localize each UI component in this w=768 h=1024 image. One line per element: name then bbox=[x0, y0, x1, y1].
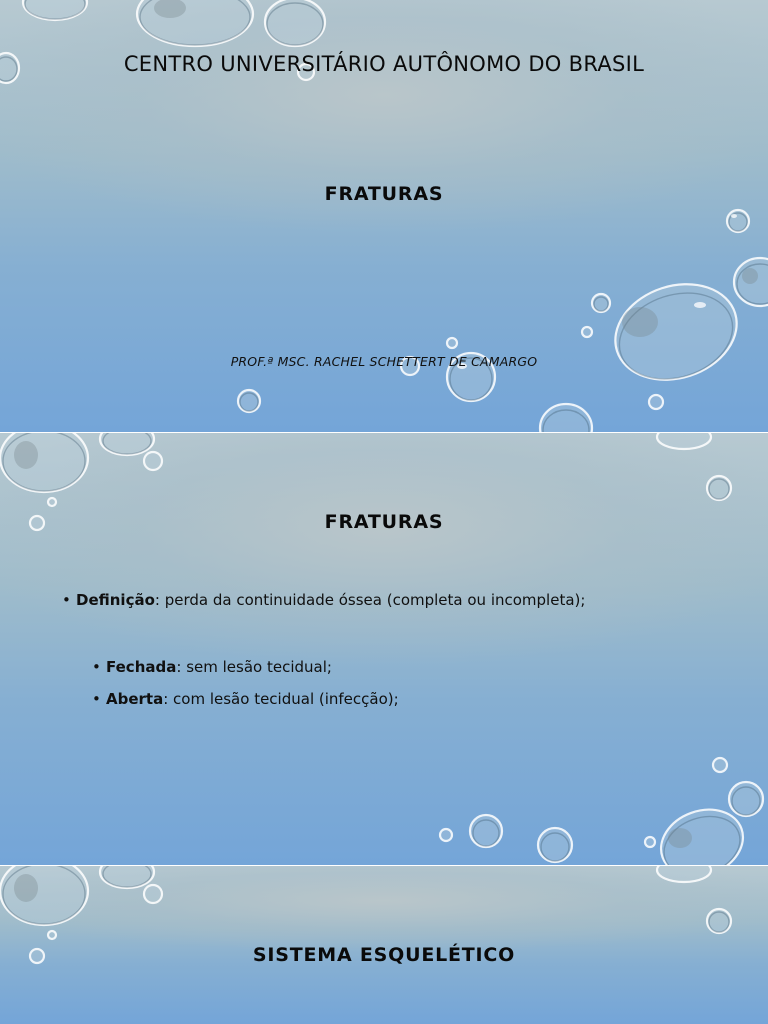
droplet-icon bbox=[657, 866, 711, 882]
bullet-open bbox=[92, 690, 399, 708]
droplet-icon bbox=[707, 476, 731, 500]
droplet-icon bbox=[137, 0, 253, 46]
droplet-icon bbox=[100, 433, 154, 455]
bullet-closed bbox=[92, 658, 332, 676]
droplet-icon bbox=[729, 782, 763, 816]
slide-title bbox=[0, 0, 768, 432]
bullet-text: : perda da continuidade óssea (completa ou incompleta); bbox=[154, 591, 586, 609]
slide-skeletal-system bbox=[0, 866, 768, 1024]
slide-definition bbox=[0, 433, 768, 865]
droplet-icon bbox=[727, 210, 749, 232]
bullet-term: Fechada bbox=[106, 658, 177, 676]
droplet-icon bbox=[603, 269, 749, 395]
slide-heading: SISTEMA ESQUELÉTICO bbox=[252, 944, 516, 966]
bullet-definition bbox=[62, 591, 585, 609]
droplet-icon bbox=[540, 404, 592, 432]
droplet-icon bbox=[0, 866, 88, 925]
author-name: PROF.ª MSC. RACHEL SCHETTERT DE CAMARGO bbox=[230, 354, 538, 369]
droplet-icon bbox=[48, 498, 56, 506]
bullet-marker: • bbox=[92, 658, 101, 676]
droplet-icon bbox=[582, 327, 592, 337]
droplet-icon bbox=[238, 390, 260, 412]
droplet-icon bbox=[645, 837, 655, 847]
institution-name: CENTRO UNIVERSITÁRIO AUTÔNOMO DO BRASIL bbox=[123, 52, 645, 76]
bullet-term: Aberta bbox=[106, 690, 164, 708]
droplet-icon bbox=[144, 452, 162, 470]
droplet-icon bbox=[470, 815, 502, 847]
droplet-icon bbox=[144, 885, 162, 903]
bullet-marker: • bbox=[92, 690, 101, 708]
droplet-icon bbox=[440, 829, 452, 841]
bullet-term: Definição bbox=[76, 591, 155, 609]
droplet-icon bbox=[447, 338, 457, 348]
droplet-icon bbox=[0, 433, 88, 492]
bullet-marker: • bbox=[62, 591, 71, 609]
droplet-icon bbox=[265, 0, 325, 46]
droplet-icon bbox=[592, 294, 610, 312]
droplet-icon bbox=[23, 0, 87, 20]
bullet-text: : com lesão tecidual (infecção); bbox=[163, 690, 399, 708]
droplet-icon bbox=[713, 758, 727, 772]
droplet-icon bbox=[734, 258, 768, 306]
droplet-icon bbox=[48, 931, 56, 939]
droplet-icon bbox=[657, 433, 711, 449]
droplet-icon bbox=[538, 828, 572, 862]
slide-heading: FRATURAS bbox=[324, 511, 444, 533]
droplet-icon bbox=[707, 909, 731, 933]
water-droplets-decoration bbox=[0, 433, 768, 865]
bullet-text: : sem lesão tecidual; bbox=[176, 658, 332, 676]
slide-title-heading: FRATURAS bbox=[324, 183, 444, 205]
droplet-icon bbox=[100, 866, 154, 888]
droplet-icon bbox=[649, 395, 663, 409]
